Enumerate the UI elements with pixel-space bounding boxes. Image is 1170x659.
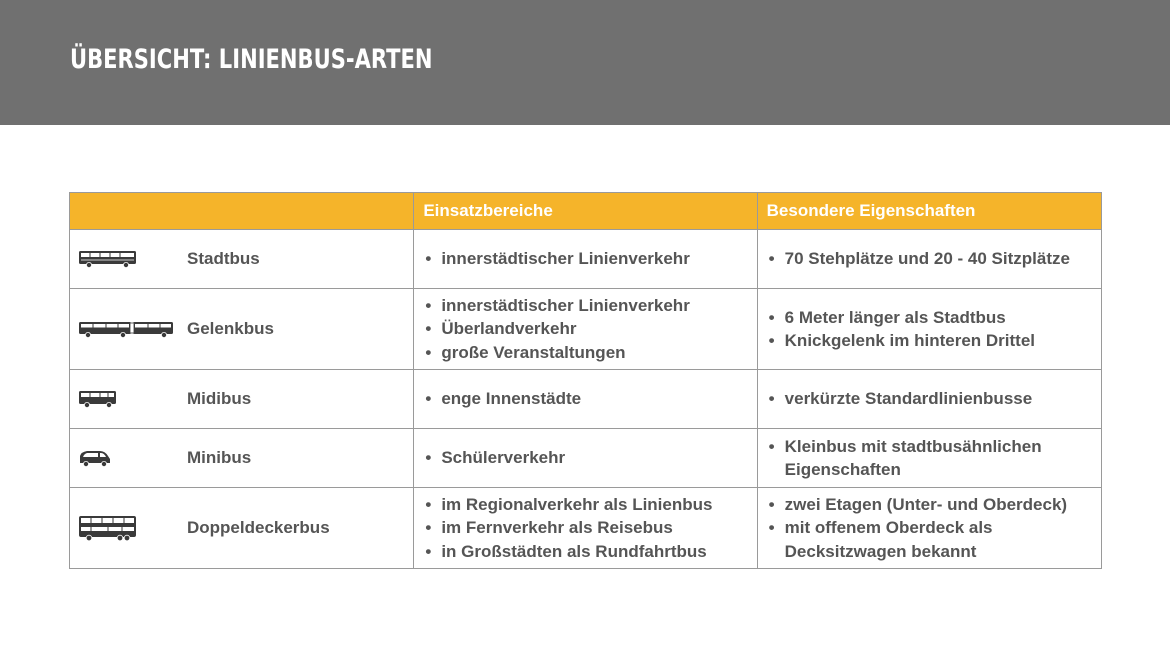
- bus-type-cell: [70, 289, 414, 370]
- list-item: • Überlandverkehr: [425, 317, 756, 341]
- list-item: • zwei Etagen (Unter- und Oberdeck): [769, 493, 1101, 517]
- bus-type-name: Midibus: [187, 389, 252, 408]
- list-item: • mit offenem Oberdeck als: [769, 516, 1101, 540]
- bus-type-cell: [70, 429, 414, 488]
- list-item: • in Großstädten als Rundfahrtbus: [425, 540, 756, 564]
- list-item: • im Regionalverkehr als Linienbus: [425, 493, 756, 517]
- list-item: • im Fernverkehr als Reisebus: [425, 516, 756, 540]
- column-header-eigenschaften: Besondere Eigenschaften: [757, 193, 1101, 230]
- page-title: ÜBERSICHT: LINIENBUS-ARTEN: [70, 44, 433, 75]
- eigenschaften-cell: [757, 230, 1101, 289]
- einsatz-cell: [414, 429, 757, 488]
- table-row: [70, 488, 1102, 569]
- header-bar: [0, 0, 1170, 125]
- city-bus-icon: [78, 249, 138, 269]
- midibus-icon: [78, 389, 118, 409]
- list-item: • 6 Meter länger als Stadtbus: [769, 306, 1101, 330]
- list-item-continuation: Decksitzwagen bekannt: [784, 541, 977, 561]
- table-row: [70, 429, 1102, 488]
- minibus-icon: [78, 448, 112, 468]
- double-decker-bus-icon: [78, 514, 138, 542]
- eigenschaften-cell: [757, 370, 1101, 429]
- einsatz-cell: [414, 370, 757, 429]
- list-item-continuation: Eigenschaften: [784, 460, 901, 479]
- list-item: • enge Innenstädte: [425, 387, 756, 411]
- list-item: • innerstädtischer Linienverkehr: [425, 294, 756, 318]
- column-header-type: [70, 193, 414, 230]
- table-row: [70, 230, 1102, 289]
- bus-type-name: Gelenkbus: [187, 319, 274, 338]
- eigenschaften-cell: [757, 488, 1101, 569]
- table-row: [70, 370, 1102, 429]
- eigenschaften-cell: [757, 429, 1101, 488]
- list-item: • innerstädtischer Linienverkehr: [425, 247, 756, 271]
- eigenschaften-cell: [757, 289, 1101, 370]
- table-row: [70, 289, 1102, 370]
- bus-type-name: Stadtbus: [187, 249, 260, 268]
- list-item: • Knickgelenk im hinteren Drittel: [769, 329, 1101, 353]
- list-item: • Kleinbus mit stadtbusähnlichen: [769, 435, 1101, 459]
- articulated-bus-icon: [78, 319, 174, 339]
- bus-types-table: [69, 192, 1102, 569]
- list-item: • große Veranstaltungen: [425, 341, 756, 365]
- list-item: • verkürzte Standardlinienbusse: [769, 387, 1101, 411]
- bus-type-cell: [70, 488, 414, 569]
- bus-type-name: Minibus: [187, 448, 252, 467]
- bus-type-cell: [70, 230, 414, 289]
- table-header-row: [70, 193, 1102, 230]
- einsatz-cell: [414, 289, 757, 370]
- list-item: • 70 Stehplätze und 20 - 40 Sitzplätze: [769, 247, 1101, 271]
- bus-type-name: Doppeldeckerbus: [187, 518, 330, 537]
- list-item: • Schülerverkehr: [425, 446, 756, 470]
- einsatz-cell: [414, 488, 757, 569]
- column-header-einsatzbereiche: Einsatzbereiche: [414, 193, 757, 230]
- einsatz-cell: [414, 230, 757, 289]
- bus-type-cell: [70, 370, 414, 429]
